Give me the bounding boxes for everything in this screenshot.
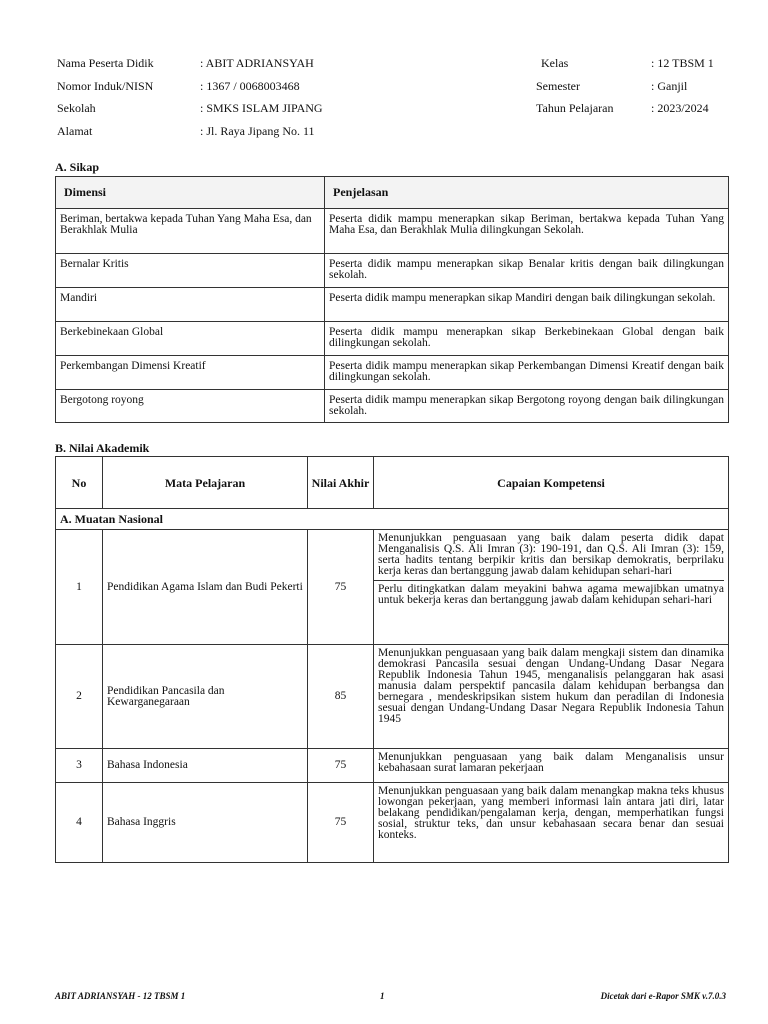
year-label: Tahun Pelajaran (536, 101, 614, 115)
sikap-table (55, 176, 729, 423)
year-value: : 2023/2024 (651, 101, 709, 115)
table-row (56, 390, 729, 423)
school-label: Sekolah (57, 101, 96, 115)
row-mapel: Bahasa Inggris (103, 783, 308, 863)
sikap-penjelasan-cell: Peserta didik mampu menerapkan sikap Berkebinekaan Global dengan baik dilingkungan sekolah. (325, 322, 729, 356)
capaian-text: Menunjukkan penguasaan yang baik dalam menangkap makna teks khusus lowongan pekerjaan, yang memberi informasi lain antara jati diri, latar belakang pendidikan/pengalaman kerja, dengan, memperhatikan fungsi sosial, struktur teks, dan unsur kebahasaan secara benar dan sesuai konteks. (378, 785, 724, 841)
sikap-col-penjelasan: Penjelasan (325, 177, 729, 209)
row-mapel: Pendidikan Agama Islam dan Budi Pekerti (103, 530, 308, 645)
footer-printed-by: Dicetak dari e-Rapor SMK v.7.0.3 (600, 991, 726, 1001)
table-row (56, 288, 729, 322)
sikap-penjelasan-cell: Peserta didik mampu menerapkan sikap Mandiri dengan baik dilingkungan sekolah. (325, 288, 729, 322)
sikap-dimensi-cell: Mandiri (56, 288, 325, 322)
row-no: 4 (56, 783, 103, 863)
school-value: : SMKS ISLAM JIPANG (200, 101, 323, 115)
table-row (56, 209, 729, 254)
row-nilai: 85 (308, 645, 374, 749)
capaian-text: Menunjukkan penguasaan yang baik dalam mengkaji sistem dan dinamika demokrasi Pancasila sesuai dengan Undang-Undang Dasar Negara Republik Indonesia Tahun 1945, menganalisis pelanggaran hak asasi manusia dalam perspektif pancasila dalam kehidupan berbangsa dan bernegara , mendeskripsikan sistem hukum dan peradilan di Indonesia sesuai dengan Undang-Undang Dasar Negara Republik Indonesia Tahun 1945 (378, 647, 724, 725)
row-capaian (374, 645, 729, 749)
sikap-penjelasan-cell: Peserta didik mampu menerapkan sikap Bergotong royong dengan baik dilingkungan sekolah. (325, 390, 729, 423)
row-capaian (374, 783, 729, 863)
sikap-dimensi-cell: Beriman, bertakwa kepada Tuhan Yang Maha Esa, dan Berakhlak Mulia (56, 209, 325, 254)
capaian-text-2: Perlu ditingkatkan dalam meyakini bahwa agama mewajibkan umatnya untuk bekerja keras dan bertanggung jawab dalam kehidupan sehari-hari (378, 583, 724, 606)
capaian-text: Menunjukkan penguasaan yang baik dalam peserta didik dapat Menganalisis Q.S. Ali Imran (3): 190-191, dan Q.S. Ali Imran (3): 159, serta hadits tentang berpikir kritis dan bersikap demokratis, berprilaku kerja keras dan bertanggung jawab dalam kehidupan sehari-hari (378, 532, 724, 577)
capaian-text: Menunjukkan penguasaan yang baik dalam Menganalisis unsur kebahasaan surat lamaran pekerjaan (378, 751, 724, 774)
akademik-col-capaian: Capaian Kompetensi (374, 457, 729, 509)
sikap-header-row (56, 177, 729, 209)
capaian-divider (374, 580, 724, 581)
row-nilai: 75 (308, 530, 374, 645)
akademik-section-title: B. Nilai Akademik (55, 441, 150, 455)
row-no: 3 (56, 749, 103, 783)
table-row (56, 254, 729, 288)
group-muatan-nasional: A. Muatan Nasional (56, 509, 729, 530)
name-value: : ABIT ADRIANSYAH (200, 56, 314, 70)
sikap-dimensi-cell: Bernalar Kritis (56, 254, 325, 288)
footer-page-number: 1 (380, 991, 385, 1001)
row-no: 1 (56, 530, 103, 645)
akademik-col-nilai: Nilai Akhir (308, 457, 374, 509)
footer-student: ABIT ADRIANSYAH - 12 TBSM 1 (55, 991, 186, 1001)
address-label: Alamat (57, 124, 93, 138)
row-mapel: Bahasa Indonesia (103, 749, 308, 783)
table-row (56, 530, 729, 645)
semester-value: : Ganjil (651, 79, 688, 93)
table-row (56, 783, 729, 863)
address-value: : Jl. Raya Jipang No. 11 (200, 124, 315, 138)
table-row (56, 749, 729, 783)
sikap-dimensi-cell: Perkembangan Dimensi Kreatif (56, 356, 325, 390)
sikap-section-title: A. Sikap (55, 160, 100, 174)
akademik-table (55, 456, 729, 863)
row-nilai: 75 (308, 783, 374, 863)
semester-label: Semester (536, 79, 580, 93)
akademik-col-no: No (56, 457, 103, 509)
sikap-penjelasan-cell: Peserta didik mampu menerapkan sikap Beriman, bertakwa kepada Tuhan Yang Maha Esa, dan Berakhlak Mulia dilingkungan Sekolah. (325, 209, 729, 254)
sikap-penjelasan-cell: Peserta didik mampu menerapkan sikap Perkembangan Dimensi Kreatif dengan baik dilingkungan sekolah. (325, 356, 729, 390)
row-no: 2 (56, 645, 103, 749)
sikap-dimensi-cell: Bergotong royong (56, 390, 325, 423)
row-nilai: 75 (308, 749, 374, 783)
table-row (56, 645, 729, 749)
row-capaian (374, 749, 729, 783)
class-label: Kelas (541, 56, 569, 70)
name-label: Nama Peserta Didik (57, 56, 154, 70)
akademik-header-row (56, 457, 729, 509)
row-mapel: Pendidikan Pancasila dan Kewarganegaraan (103, 645, 308, 749)
sikap-col-dimensi: Dimensi (56, 177, 325, 209)
table-row (56, 356, 729, 390)
nis-value: : 1367 / 0068003468 (200, 79, 300, 93)
akademik-col-mapel: Mata Pelajaran (103, 457, 308, 509)
row-capaian (374, 530, 729, 645)
sikap-penjelasan-cell: Peserta didik mampu menerapkan sikap Benalar kritis dengan baik dilingkungan sekolah. (325, 254, 729, 288)
table-row (56, 322, 729, 356)
group-row (56, 509, 729, 530)
class-value: : 12 TBSM 1 (651, 56, 714, 70)
nis-label: Nomor Induk/NISN (57, 79, 154, 93)
sikap-dimensi-cell: Berkebinekaan Global (56, 322, 325, 356)
